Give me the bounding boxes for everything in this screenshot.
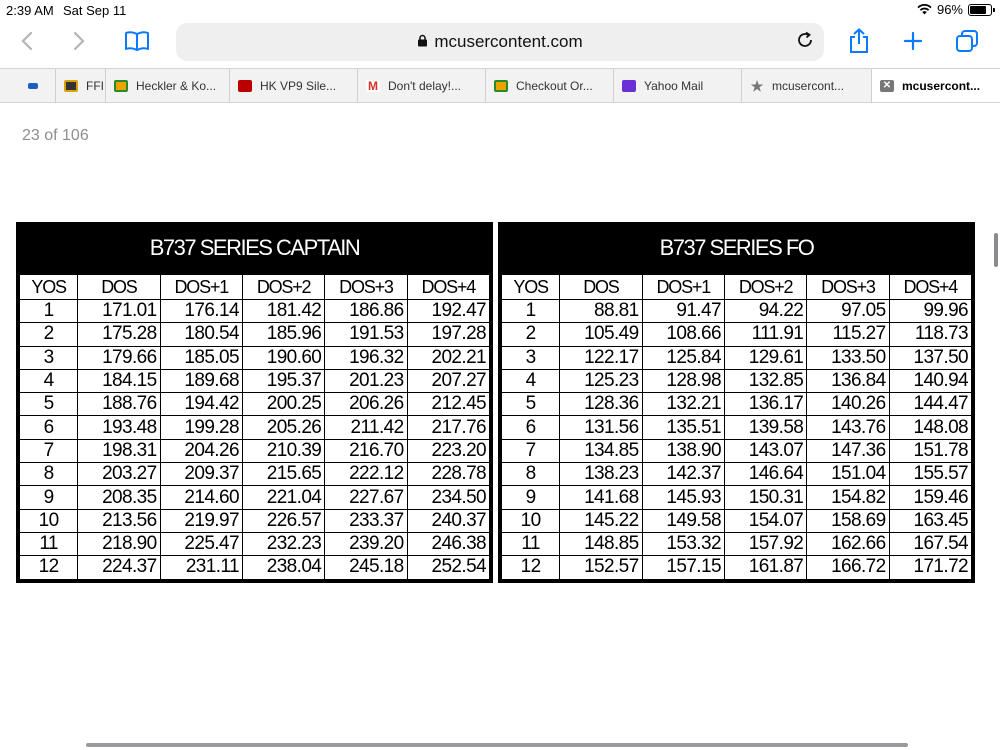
pay-cell: 111.91 [724, 323, 806, 346]
pay-cell: 149.58 [642, 509, 724, 532]
pay-cell: 125.23 [560, 369, 642, 392]
tab-label: HK VP9 Sile... [260, 78, 337, 93]
tab-label: mcusercont... [772, 78, 845, 93]
hk-icon [238, 80, 252, 92]
yos-cell: 9 [20, 486, 78, 509]
pay-cell: 91.47 [642, 300, 724, 323]
pay-cell: 231.11 [160, 556, 242, 579]
table-row [502, 416, 972, 439]
table-row [502, 532, 972, 555]
pay-cell: 148.08 [889, 416, 971, 439]
pay-cell: 186.86 [325, 300, 407, 323]
yos-cell: 12 [20, 556, 78, 579]
table-row [20, 463, 490, 486]
pay-cell: 213.56 [78, 509, 160, 532]
table-row [502, 439, 972, 462]
pay-cell: 233.37 [325, 509, 407, 532]
tab-1[interactable] [20, 69, 55, 102]
pay-cell: 135.51 [642, 416, 724, 439]
pay-cell: 211.42 [325, 416, 407, 439]
yos-cell: 2 [20, 323, 78, 346]
lock-icon [417, 34, 428, 50]
pay-cell: 214.60 [160, 486, 242, 509]
status-date: Sat Sep 11 [63, 3, 127, 18]
pay-cell: 215.65 [242, 463, 324, 486]
pay-cell: 115.27 [807, 323, 889, 346]
pay-cell: 151.04 [807, 463, 889, 486]
table-row [20, 416, 490, 439]
table-row [20, 323, 490, 346]
pay-cell: 228.78 [407, 463, 489, 486]
home-indicator [86, 743, 908, 747]
pay-cell: 138.90 [642, 439, 724, 462]
table-row [502, 393, 972, 416]
pay-cell: 219.97 [160, 509, 242, 532]
pay-table [501, 274, 972, 580]
pay-cell: 171.01 [78, 300, 160, 323]
yos-cell: 10 [20, 509, 78, 532]
pay-cell: 217.76 [407, 416, 489, 439]
table-row [502, 463, 972, 486]
pay-cell: 108.66 [642, 323, 724, 346]
yos-cell: 5 [20, 393, 78, 416]
pay-cell: 141.68 [560, 486, 642, 509]
tab-label: Checkout Or... [516, 78, 593, 93]
yos-cell: 5 [502, 393, 560, 416]
table-row [20, 556, 490, 579]
table-row [502, 346, 972, 369]
table-header-row [502, 275, 972, 300]
pay-cell: 197.28 [407, 323, 489, 346]
pay-cell: 97.05 [807, 300, 889, 323]
column-header: DOS+4 [889, 275, 971, 300]
back-icon[interactable] [12, 26, 42, 56]
yos-cell: 7 [502, 439, 560, 462]
table-row [502, 323, 972, 346]
pay-cell: 105.49 [560, 323, 642, 346]
column-header: DOS+4 [407, 275, 489, 300]
pay-cell: 226.57 [242, 509, 324, 532]
yahoo-mail-icon [622, 80, 636, 92]
pay-cell: 190.60 [242, 346, 324, 369]
table-title: B737 SERIES CAPTAIN [149, 235, 360, 260]
pay-cell: 122.17 [560, 346, 642, 369]
yos-cell: 6 [502, 416, 560, 439]
pay-cell: 185.96 [242, 323, 324, 346]
pay-cell: 205.26 [242, 416, 324, 439]
new-tab-icon[interactable] [898, 26, 928, 56]
pay-cell: 150.31 [724, 486, 806, 509]
pay-cell: 143.76 [807, 416, 889, 439]
pay-cell: 148.85 [560, 532, 642, 555]
column-header: DOS [78, 275, 160, 300]
pay-cell: 132.85 [724, 369, 806, 392]
pay-cell: 201.23 [325, 369, 407, 392]
pay-cell: 163.45 [889, 509, 971, 532]
reload-icon[interactable] [796, 31, 814, 55]
pay-cell: 194.42 [160, 393, 242, 416]
pay-cell: 99.96 [889, 300, 971, 323]
yos-cell: 11 [20, 532, 78, 555]
column-header: DOS+3 [325, 275, 407, 300]
yos-cell: 4 [20, 369, 78, 392]
column-header: YOS [20, 275, 78, 300]
pay-cell: 181.42 [242, 300, 324, 323]
yos-cell: 1 [502, 300, 560, 323]
pay-cell: 138.23 [560, 463, 642, 486]
pay-cell: 142.37 [642, 463, 724, 486]
table-title: B737 SERIES FO [659, 235, 814, 260]
pay-cell: 145.22 [560, 509, 642, 532]
yos-cell: 12 [502, 556, 560, 579]
pay-cell: 166.72 [807, 556, 889, 579]
column-header: DOS+1 [642, 275, 724, 300]
tab-5[interactable] [357, 69, 485, 102]
pay-cell: 136.84 [807, 369, 889, 392]
browser-toolbar [0, 20, 1000, 66]
pay-cell: 246.38 [407, 532, 489, 555]
tab-label: mcusercont... [902, 78, 981, 93]
pay-cell: 175.28 [78, 323, 160, 346]
table-row [20, 369, 490, 392]
tab-label: Don't delay!... [388, 78, 461, 93]
pay-cell: 188.76 [78, 393, 160, 416]
pay-cell: 152.57 [560, 556, 642, 579]
pay-cell: 193.48 [78, 416, 160, 439]
yos-cell: 9 [502, 486, 560, 509]
table-row [502, 300, 972, 323]
table-row [20, 346, 490, 369]
pay-cell: 176.14 [160, 300, 242, 323]
yos-cell: 7 [20, 439, 78, 462]
pay-cell: 202.21 [407, 346, 489, 369]
pay-cell: 88.81 [560, 300, 642, 323]
pay-cell: 118.73 [889, 323, 971, 346]
pay-cell: 204.26 [160, 439, 242, 462]
pay-cell: 224.37 [78, 556, 160, 579]
pay-cell: 222.12 [325, 463, 407, 486]
pay-cell: 198.31 [78, 439, 160, 462]
address-bar[interactable] [176, 23, 824, 61]
yos-cell: 1 [20, 300, 78, 323]
pay-cell: 227.67 [325, 486, 407, 509]
tab-2[interactable] [55, 69, 105, 102]
column-header: YOS [502, 275, 560, 300]
pay-cell: 167.54 [889, 532, 971, 555]
tab-6[interactable] [485, 69, 613, 102]
captain-pay-table [16, 222, 493, 583]
table-row [20, 393, 490, 416]
column-header: DOS+1 [160, 275, 242, 300]
pay-cell: 234.50 [407, 486, 489, 509]
table-row [20, 509, 490, 532]
pay-cell: 216.70 [325, 439, 407, 462]
pay-cell: 200.25 [242, 393, 324, 416]
pay-cell: 207.27 [407, 369, 489, 392]
pay-cell: 238.04 [242, 556, 324, 579]
battery-percent: 96% [936, 2, 963, 17]
pay-cell: 171.72 [889, 556, 971, 579]
pay-cell: 161.87 [724, 556, 806, 579]
yos-cell: 10 [502, 509, 560, 532]
shop-icon [494, 80, 508, 92]
pay-cell: 140.26 [807, 393, 889, 416]
yos-cell: 4 [502, 369, 560, 392]
pay-cell: 157.15 [642, 556, 724, 579]
tab-label: Heckler & Ko... [136, 78, 217, 93]
pay-cell: 199.28 [160, 416, 242, 439]
status-time: 2:39 AM [6, 3, 54, 18]
gmail-icon: M [368, 78, 378, 93]
pay-cell: 136.17 [724, 393, 806, 416]
pay-cell: 147.36 [807, 439, 889, 462]
table-header-row [20, 275, 490, 300]
pay-cell: 146.64 [724, 463, 806, 486]
table-row [20, 300, 490, 323]
battery-icon [968, 4, 992, 16]
pay-cell: 180.54 [160, 323, 242, 346]
tabs-overview-icon[interactable] [952, 26, 982, 56]
scrollbar[interactable] [994, 233, 998, 267]
tab-label: FFI [86, 78, 104, 93]
pay-cell: 209.37 [160, 463, 242, 486]
pay-cell: 140.94 [889, 369, 971, 392]
pay-cell: 192.47 [407, 300, 489, 323]
table-row [20, 439, 490, 462]
table-row [502, 369, 972, 392]
pay-cell: 94.22 [724, 300, 806, 323]
pay-cell: 162.66 [807, 532, 889, 555]
pay-cell: 245.18 [325, 556, 407, 579]
status-bar [0, 0, 1000, 20]
pay-cell: 143.07 [724, 439, 806, 462]
pay-cell: 189.68 [160, 369, 242, 392]
pay-cell: 206.26 [325, 393, 407, 416]
table-row [20, 486, 490, 509]
pay-cell: 144.47 [889, 393, 971, 416]
pay-cell: 131.56 [560, 416, 642, 439]
fo-pay-table [498, 222, 975, 583]
pay-cell: 239.20 [325, 532, 407, 555]
pay-cell: 208.35 [78, 486, 160, 509]
column-header: DOS+3 [807, 275, 889, 300]
pay-cell: 232.23 [242, 532, 324, 555]
status-right [917, 2, 992, 17]
pay-cell: 196.32 [325, 346, 407, 369]
pay-cell: 225.47 [160, 532, 242, 555]
tab-label: Yahoo Mail [644, 78, 704, 93]
pay-cell: 125.84 [642, 346, 724, 369]
tab-9-active[interactable] [871, 69, 1000, 102]
pay-cell: 195.37 [242, 369, 324, 392]
pay-cell: 134.85 [560, 439, 642, 462]
pay-cell: 128.98 [642, 369, 724, 392]
pay-cell: 252.54 [407, 556, 489, 579]
pay-cell: 158.69 [807, 509, 889, 532]
pay-cell: 179.66 [78, 346, 160, 369]
column-header: DOS [560, 275, 642, 300]
pay-table [19, 274, 490, 580]
yos-cell: 11 [502, 532, 560, 555]
yos-cell: 6 [20, 416, 78, 439]
pay-cell: 157.92 [724, 532, 806, 555]
tab-3[interactable] [105, 69, 229, 102]
pay-cell: 139.58 [724, 416, 806, 439]
pay-cell: 203.27 [78, 463, 160, 486]
yos-cell: 2 [502, 323, 560, 346]
pay-cell: 132.21 [642, 393, 724, 416]
yos-cell: 3 [502, 346, 560, 369]
page-counter: 23 of 106 [22, 127, 89, 144]
table-row [502, 486, 972, 509]
pay-cell: 191.53 [325, 323, 407, 346]
pay-cell: 221.04 [242, 486, 324, 509]
yos-cell: 3 [20, 346, 78, 369]
pay-cell: 145.93 [642, 486, 724, 509]
flag-icon [28, 83, 38, 89]
pay-cell: 184.15 [78, 369, 160, 392]
pay-cell: 212.45 [407, 393, 489, 416]
pay-cell: 153.32 [642, 532, 724, 555]
yos-cell: 8 [20, 463, 78, 486]
share-icon[interactable] [844, 26, 874, 56]
pay-cell: 240.37 [407, 509, 489, 532]
pay-cell: 154.07 [724, 509, 806, 532]
table-row [20, 532, 490, 555]
close-icon[interactable]: ✕ [880, 80, 894, 92]
url-text: mcusercontent.com [434, 32, 583, 51]
pay-cell: 223.20 [407, 439, 489, 462]
pay-cell: 129.61 [724, 346, 806, 369]
pay-cell: 137.50 [889, 346, 971, 369]
tab-8[interactable] [741, 69, 871, 102]
tab-bar [0, 68, 1000, 103]
pay-cell: 159.46 [889, 486, 971, 509]
pay-cell: 133.50 [807, 346, 889, 369]
pay-cell: 128.36 [560, 393, 642, 416]
shop-icon [114, 80, 128, 92]
pay-cell: 154.82 [807, 486, 889, 509]
tab-4[interactable] [229, 69, 357, 102]
pay-cell: 151.78 [889, 439, 971, 462]
forward-icon[interactable] [64, 26, 94, 56]
tab-7[interactable] [613, 69, 741, 102]
bookmarks-icon[interactable] [122, 26, 152, 56]
table-row [502, 556, 972, 579]
pay-cell: 155.57 [889, 463, 971, 486]
column-header: DOS+2 [242, 275, 324, 300]
pay-cell: 210.39 [242, 439, 324, 462]
table-row [502, 509, 972, 532]
badge-icon [64, 80, 78, 92]
column-header: DOS+2 [724, 275, 806, 300]
pay-cell: 218.90 [78, 532, 160, 555]
yos-cell: 8 [502, 463, 560, 486]
pay-cell: 185.05 [160, 346, 242, 369]
wifi-icon [917, 4, 932, 15]
star-icon: ★ [750, 77, 764, 94]
